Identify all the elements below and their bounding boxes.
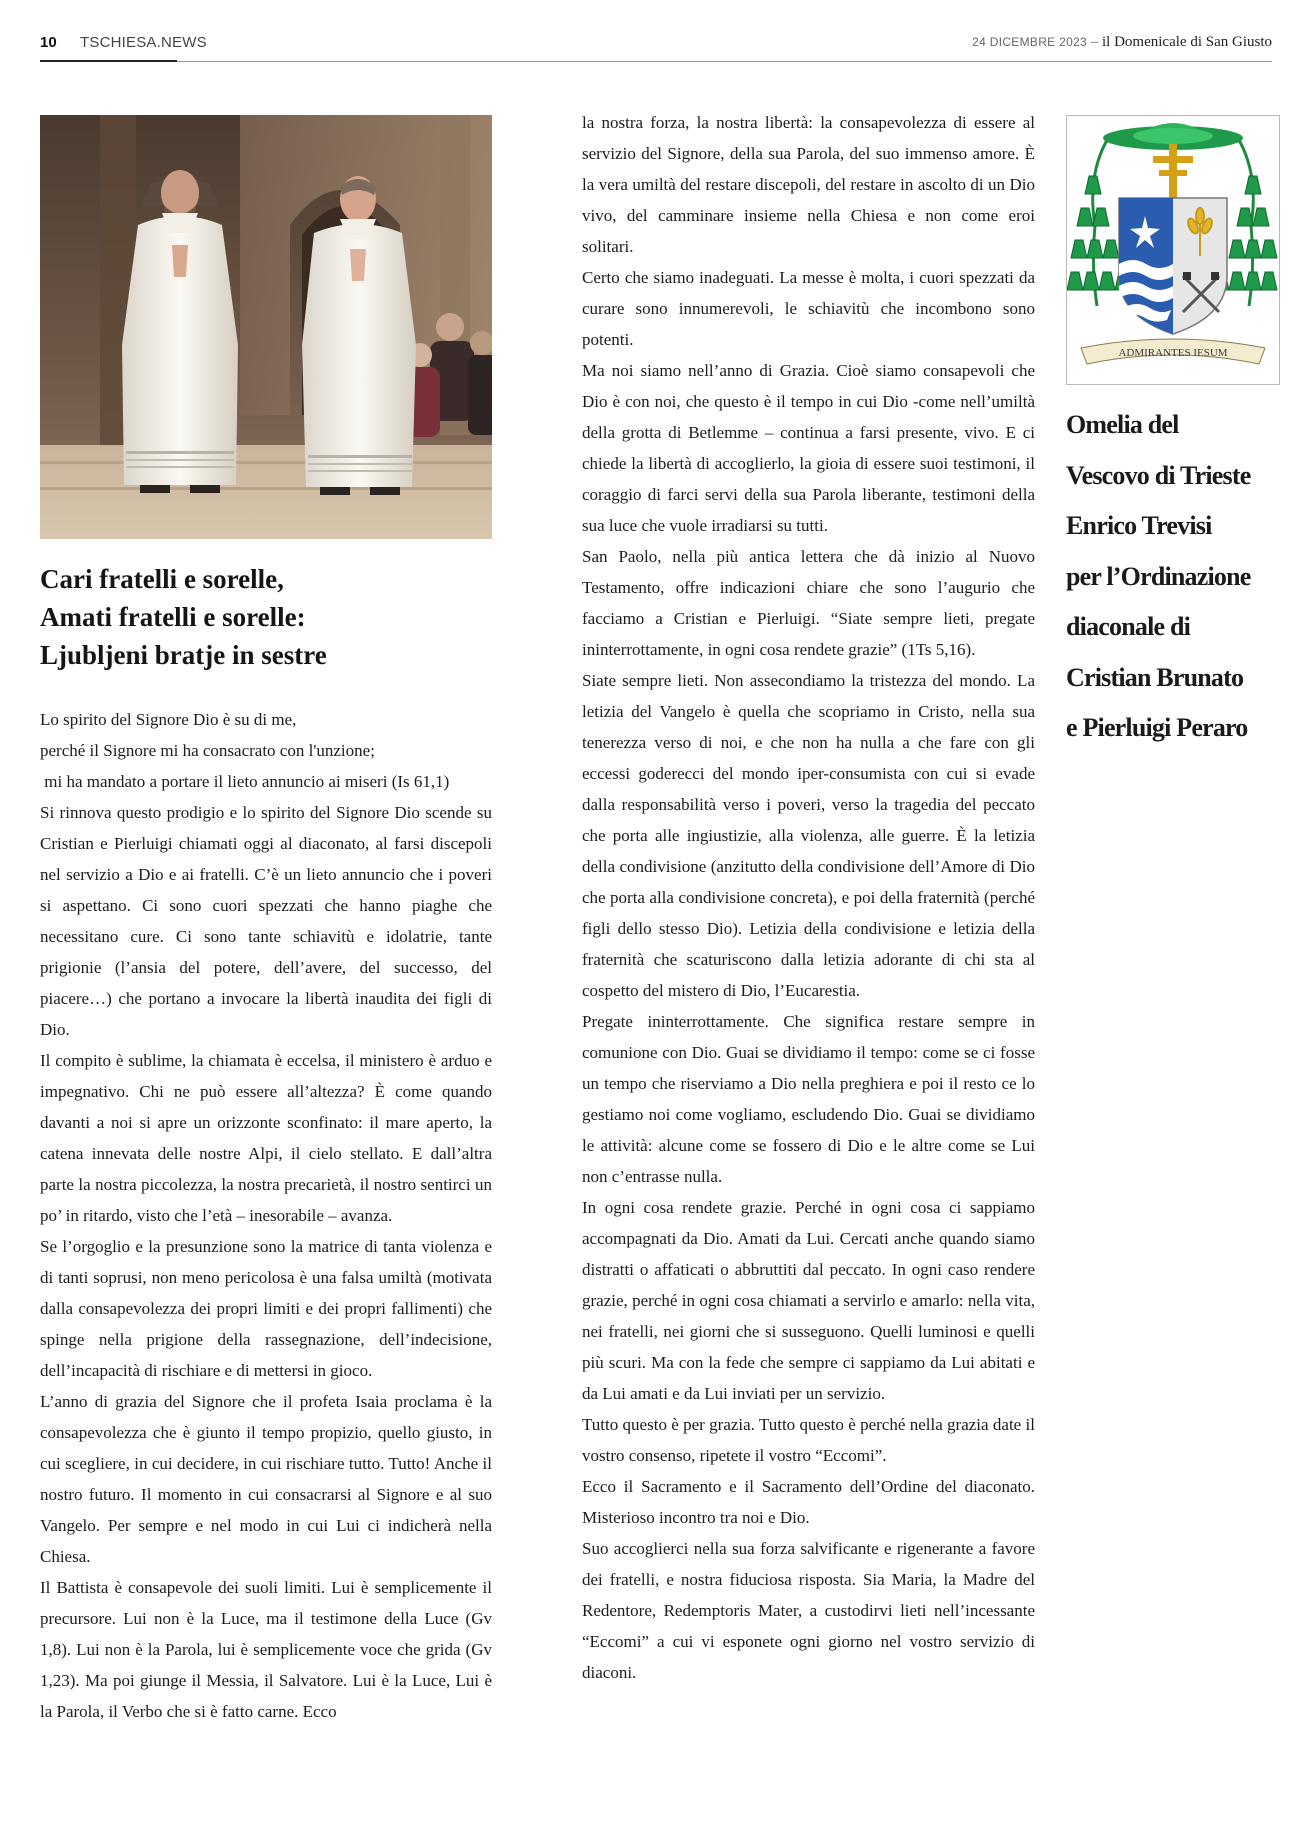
paragraph: In ogni cosa rendete grazie. Perché in ogni cosa ci sappiamo accompagnati da Dio. Amati da Lui. Cercati anche quando siamo distratti o affaticati o abbruttiti dal peccato. In ogni caso rendere grazie, perché in ogni cosa chiamati a servirlo e amarlo: nella vita, nei fratelli, nei giorni che si susseguono. Quelli luminosi e quelli più scuri. Ma con la fede che sempre ci sappiamo da Lui abitati e da Lui amati e da Lui inviati per un servizio. [582,1198,1035,1403]
paragraph: Se l’orgoglio e la presunzione sono la matrice di tanta violenza e di tanti soprusi, non meno pericolosa è una falsa umiltà (motivata dalla consapevolezza dei propri limiti e dei propri fallimenti) che spinge nella prigione della rassegnazione, dell’indecisione, dell’incapacità di rischiare e di mettersi in gioco. [40,1237,492,1380]
paragraph: L’anno di grazia del Signore che il profeta Isaia proclama è la consapevolezza che è giunto il tempo propizio, quello giusto, in cui scegliere, in cui decidere, in cui rischiare tutto. Tutto! Anche il nostro futuro. Il momento in cui consacrarsi al Signore e al suo Vangelo. Per sempre e nel modo in cui Lui ci indicherà nella Chiesa. [40,1392,492,1566]
article-headline [40,560,500,674]
homily-title [1066,400,1286,754]
paragraph: Tutto questo è per grazia. Tutto questo è perché nella grazia date il vostro consenso, ripetete il vostro “Eccomi”. [582,1415,1035,1465]
page-number: 10 [40,34,57,51]
paragraph: Suo accoglierci nella sua forza salvificante e rigenerante a favore dei fratelli, e nostra fiduciosa risposta. Sia Maria, la Madre del Redentore, Redemptoris Mater, a custodirvi lieti nell’incessante “Eccomi” a cui vi esponete ogni giorno nel vostro servizio di diaconi. [582,1539,1035,1682]
paragraph: Il compito è sublime, la chiamata è eccelsa, il ministero è arduo e impegnativo. Chi ne può essere all’altezza? È come quando davanti a noi si apre un orizzonte sconfinato: il mare aperto, la catena innevata delle nostre Alpi, il cielo stellato. E dall’altra parte la nostra piccolezza, la nostra precarietà, il nostro sentirci un po’ in ritardo, visto che l’età – inesorabile – avanza. [40,1051,492,1225]
paragraph: Si rinnova questo prodigio e lo spirito del Signore Dio scende su Cristian e Pierluigi chiamati oggi al diaconato, al farsi discepoli nel servizio a Dio e ai fratelli. C’è un lieto annuncio che i poveri si aspettano. Ci sono cuori spezzati che hanno piaghe che necessitano cure. Ci sono tante schiavitù e idolatrie, tante prigionie (l’ansia del potere, dell’avere, del successo, del piacere…) che portano a invocare la libertà inaudita dei figli di Dio. [40,803,492,1039]
issue-separator: – [1087,34,1103,50]
issue-info [972,34,1272,51]
headline-line: Cari fratelli e sorelle, [40,564,284,594]
homily-title-line: e Pierluigi Peraro [1066,713,1248,742]
header-rule-accent [40,60,177,62]
article-column-1 [40,704,492,1727]
publication-name: il Domenicale di San Giusto [1102,34,1272,50]
paragraph: Ma noi siamo nell’anno di Grazia. Cioè siamo consapevoli che Dio è con noi, che questo è il tempo in cui Dio -come nell’umiltà della grotta di Betlemme – continua a farsi presente, vivo. E ci chiede la libertà di accoglierlo, la gioia di essere suoi testimoni, il coraggio di farci servi della sua Parola liberante, testimoni della sua luce che vuole irradiarsi su tutti. [582,361,1035,535]
homily-title-line: Vescovo di Trieste [1066,460,1251,490]
article-column-2 [582,107,1035,1688]
ordination-photo [40,115,492,539]
paragraph: Ecco il Sacramento e il Sacramento dell’Ordine del diaconato. Misterioso incontro tra noi e Dio. [582,1477,1035,1527]
paragraph: Siate sempre lieti. Non assecondiamo la tristezza del mondo. La letizia del Vangelo è quella che scopriamo in Cristo, nella sua tenerezza verso di noi, e che non ha nulla a che fare con gli eccessi godereccі del mondo iper-consumista con cui si evade dalla responsabilità verso i poveri, verso la tragedia del peccato che porta alle ingiustizie, alla violenza, alle guerre. È la letizia della condivisione (anzitutto della condivisione dell’Amore di Dio che porta alla condivisione concreta), e poi della fraternità (perché figli dello stesso Dio). Letizia della condivisione e letizia della fraternità che scaturiscono dalla letizia adorante di chi sta al cospetto del mistero di Dio, l’Eucarestia. [582,671,1035,1000]
headline-line: Ljubljeni bratje in sestre [40,640,327,670]
quote-line: Lo spirito del Signore Dio è su di me, [40,710,297,729]
page-header [40,34,1272,62]
paragraph: Il Battista è consapevole dei suoli limiti. Lui è semplicemente il precursore. Lui non è la Luce, ma il testimone della Luce (Gv 1,8). Lui non è la Parola, lui è semplicemente voce che grida (Gv 1,23). Ma poi giunge il Messia, il Salvatore. Lui è la Luce, Lui è la Parola, il Verbo che si è fatto carne. Ecco [40,1578,492,1721]
site-name: TSCHIESA.NEWS [80,34,207,51]
homily-title-line: Cristian Brunato [1066,662,1244,692]
quote-line: perché il Signore mi ha consacrato con l'unzione; [40,741,375,760]
homily-title-line: per l’Ordinazione [1066,561,1251,591]
homily-title-line: Enrico Trevisi [1066,511,1212,540]
paragraph: San Paolo, nella più antica lettera che dà inizio al Nuovo Testamento, offre indicazioni chiare che sono l’augurio che facciamo a Cristian e Pierluigi. “Siate sempre lieti, pregate ininterrottamente, in ogni cosa rendete grazie” (1Ts 5,16). [582,547,1035,659]
paragraph: Certo che siamo inadeguati. La messe è molta, i cuori spezzati da curare sono innumerevoli, le schiavitù che incombono sono potenti. [582,268,1035,349]
paragraph: Pregate ininterrottamente. Che significa restare sempre in comunione con Dio. Guai se dividiamo il tempo: come se ci fosse un tempo che riserviamo a Dio nella preghiera e poi il resto ce lo gestiamo noi come vogliamo, escludendo Dio. Guai se dividiamo le attività: alcune come se fossero di Dio e le altre come se Lui non c’entrasse nulla. [582,1012,1035,1186]
header-rule [40,61,1272,62]
homily-title-line: diaconale di [1066,612,1191,641]
paragraph: la nostra forza, la nostra libertà: la consapevolezza di essere al servizio del Signore, della sua Parola, del suo immenso amore. È la vera umiltà del restare discepoli, del restare in ascolto di un Dio vivo, del camminare insieme nella Chiesa e non come eroi solitari. [582,113,1035,256]
coat-of-arms [1066,115,1280,385]
headline-line: Amati fratelli e sorelle: [40,602,306,632]
homily-title-line: Omelia del [1066,410,1179,439]
quote-line: mi ha mandato a portare il lieto annuncio ai miseri (Is 61,1) [40,772,450,791]
issue-date: 24 DICEMBRE 2023 [972,35,1088,49]
crest-motto: ADMIRANTES IESUM [1118,347,1228,359]
